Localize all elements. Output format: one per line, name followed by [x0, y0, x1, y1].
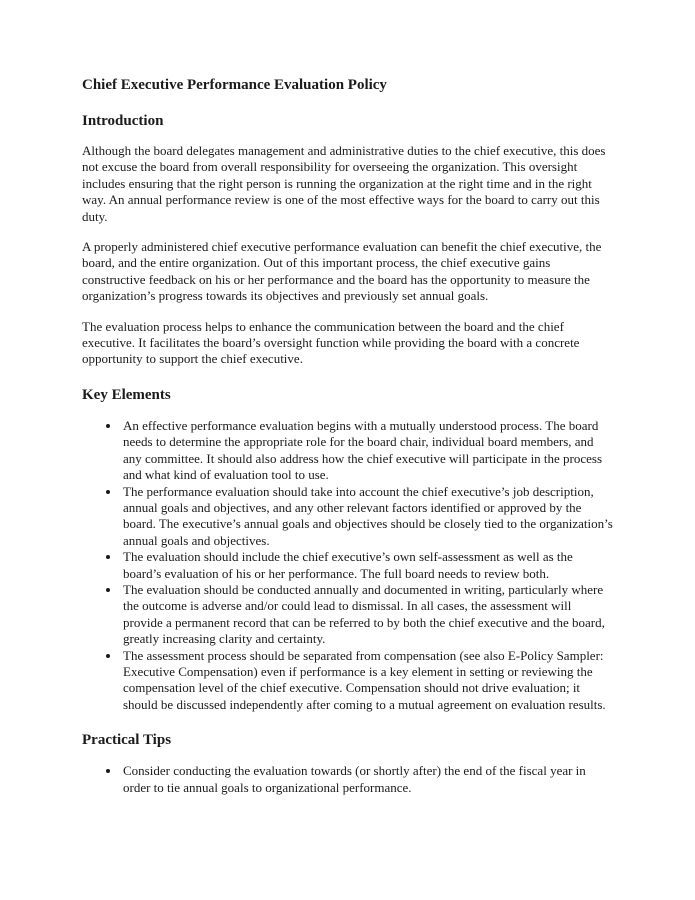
- key-elements-list: [82, 418, 613, 713]
- practical-tips-list: [82, 763, 613, 796]
- introduction-paragraph-2: A properly administered chief executive performance evaluation can benefit the chief executive, the board, and the entire organization. Out of this important process, the chief executive gains constructive feedback on his or her performance and the board has the opportunity to measure the organization’s progress towards its objectives and previously set annual goals.: [82, 239, 602, 304]
- section-heading-introduction: Introduction: [82, 113, 164, 129]
- section-heading-key-elements: Key Elements: [82, 386, 171, 403]
- introduction-paragraph-3: The evaluation process helps to enhance the communication between the board and the chief executive. It facilitates the board’s oversight function while providing the board with a concrete opportunity to support the chief executive.: [82, 318, 580, 367]
- document-title: Chief Executive Performance Evaluation Policy: [82, 77, 387, 93]
- list-item: • The performance evaluation should take into account the chief executive’s job description, annual goals and objectives, and any other relevant factors identified or approved by the board. The executive’s annual goals and objectives should be closely tied to the organization’s annual goals and objectives.: [121, 484, 613, 550]
- list-item: • The evaluation should be conducted annually and documented in writing, particularly where the outcome is adverse and/or could lead to dismissal. In all cases, the assessment will provide a permanent record that can be referred to by both the chief executive and the board, greatly increasing clarity and certainty.: [121, 582, 613, 648]
- section-heading-practical-tips: Practical Tips: [82, 732, 172, 749]
- list-item: • An effective performance evaluation begins with a mutually understood process. The board needs to determine the appropriate role for the board chair, individual board members, and any committee. It should also address how the chief executive will participate in the process and what kind of evaluation tool to use.: [121, 418, 613, 484]
- introduction-paragraph-1: Although the board delegates management and administrative duties to the chief executive, this does not excuse the board from overall responsibility for overseeing the organization. This oversight includes ensuring that the right person is running the organization at the right time and in the right way. An annual performance review is one of the most effective ways for the board to carry out this duty.: [82, 143, 606, 224]
- list-item: • Consider conducting the evaluation towards (or shortly after) the end of the fiscal year in order to tie annual goals to organizational performance.: [121, 763, 613, 796]
- list-item: • The evaluation should include the chief executive’s own self-assessment as well as the board’s evaluation of his or her performance. The full board needs to review both.: [121, 549, 613, 582]
- list-item: • The assessment process should be separated from compensation (see also E-Policy Sampler: Executive Compensation) even if performance is a key element in setting or reviewing the compensation level of the chief executive. Compensation should not drive evaluation; it should be discussed independently after coming to a mutual agreement on evaluation results.: [121, 648, 613, 714]
